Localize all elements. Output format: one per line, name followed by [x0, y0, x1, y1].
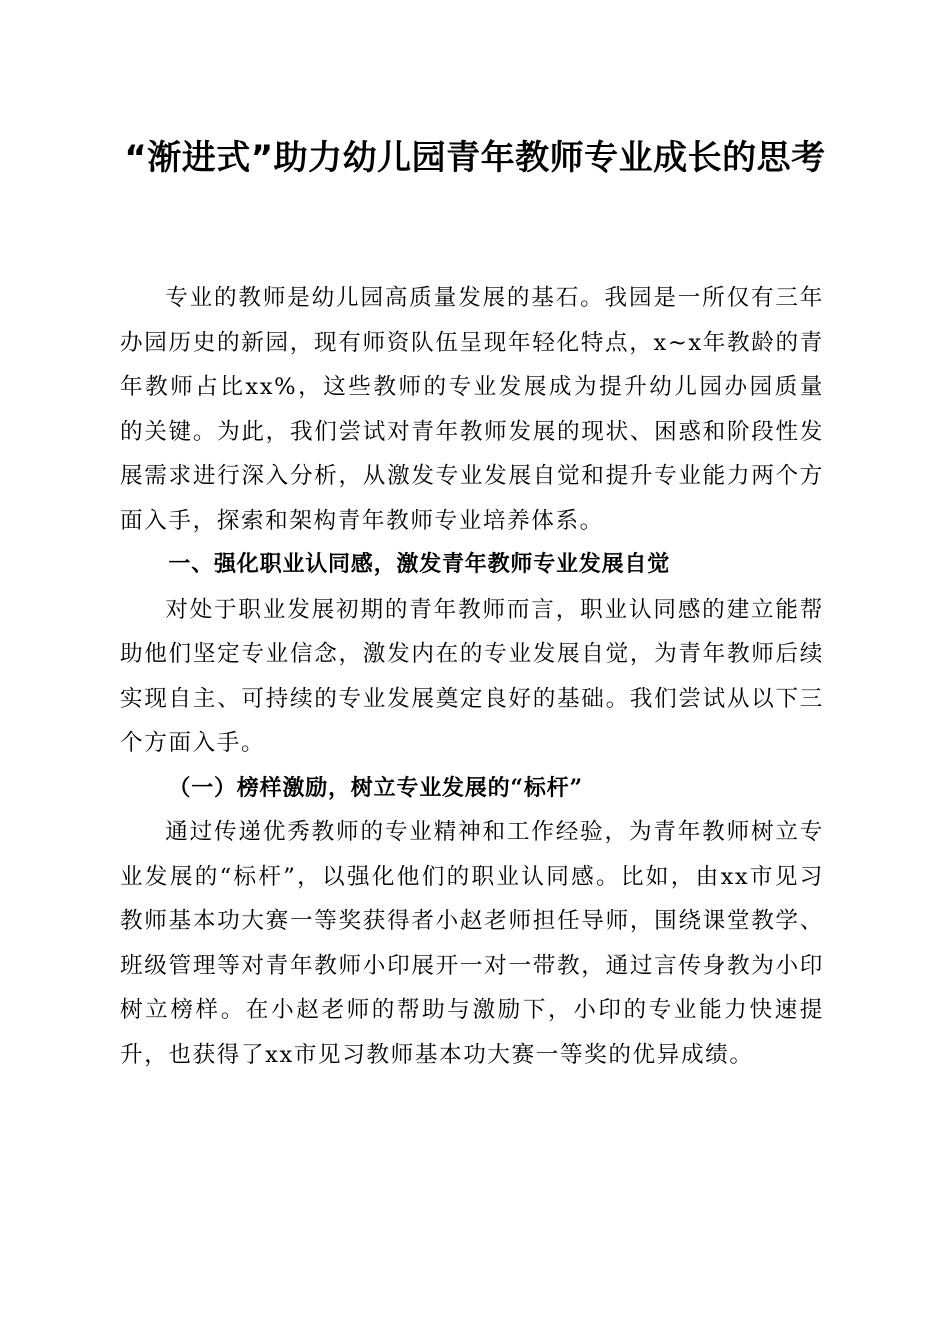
intro-paragraph: 专业的教师是幼儿园高质量发展的基石。我园是一所仅有三年办园历史的新园，现有师资队伍呈现年轻化特点，x~x年教龄的青年教师占比xx%，这些教师的专业发展成为提升幼儿园办园质量的关键。为此，我们尝试对青年教师发展的现状、困惑和阶段性发展需求进行深入分析，从激发专业发展自觉和提升专业能力两个方面入手，探索和架构青年教师专业培养体系。: [120, 285, 824, 534]
document-body: [120, 276, 824, 1077]
subsection-1-heading: （一）榜样激励，树立专业发展的“标杆”: [168, 774, 583, 801]
document-title: “渐进式”助力幼儿园青年教师专业成长的思考: [124, 138, 826, 178]
subsection-1-paragraph: 通过传递优秀教师的专业精神和工作经验，为青年教师树立专业发展的“标杆”，以强化他们的职业认同感。比如，由xx市见习教师基本功大赛一等奖获得者小赵老师担任导师，围绕课堂教学、班级管理等对青年教师小印展开一对一带教，通过言传身教为小印树立榜样。在小赵老师的帮助与激励下，小印的专业能力快速提升，也获得了xx市见习教师基本功大赛一等奖的优异成绩。: [120, 819, 824, 1068]
section-1-heading: 一、强化职业认同感，激发青年教师专业发展自觉: [168, 552, 670, 577]
section-1-paragraph: 对处于职业发展初期的青年教师而言，职业认同感的建立能帮助他们坚定专业信念，激发内在的专业发展自觉，为青年教师后续实现自主、可持续的专业发展奠定良好的基础。我们尝试从以下三个方面入手。: [120, 596, 824, 756]
